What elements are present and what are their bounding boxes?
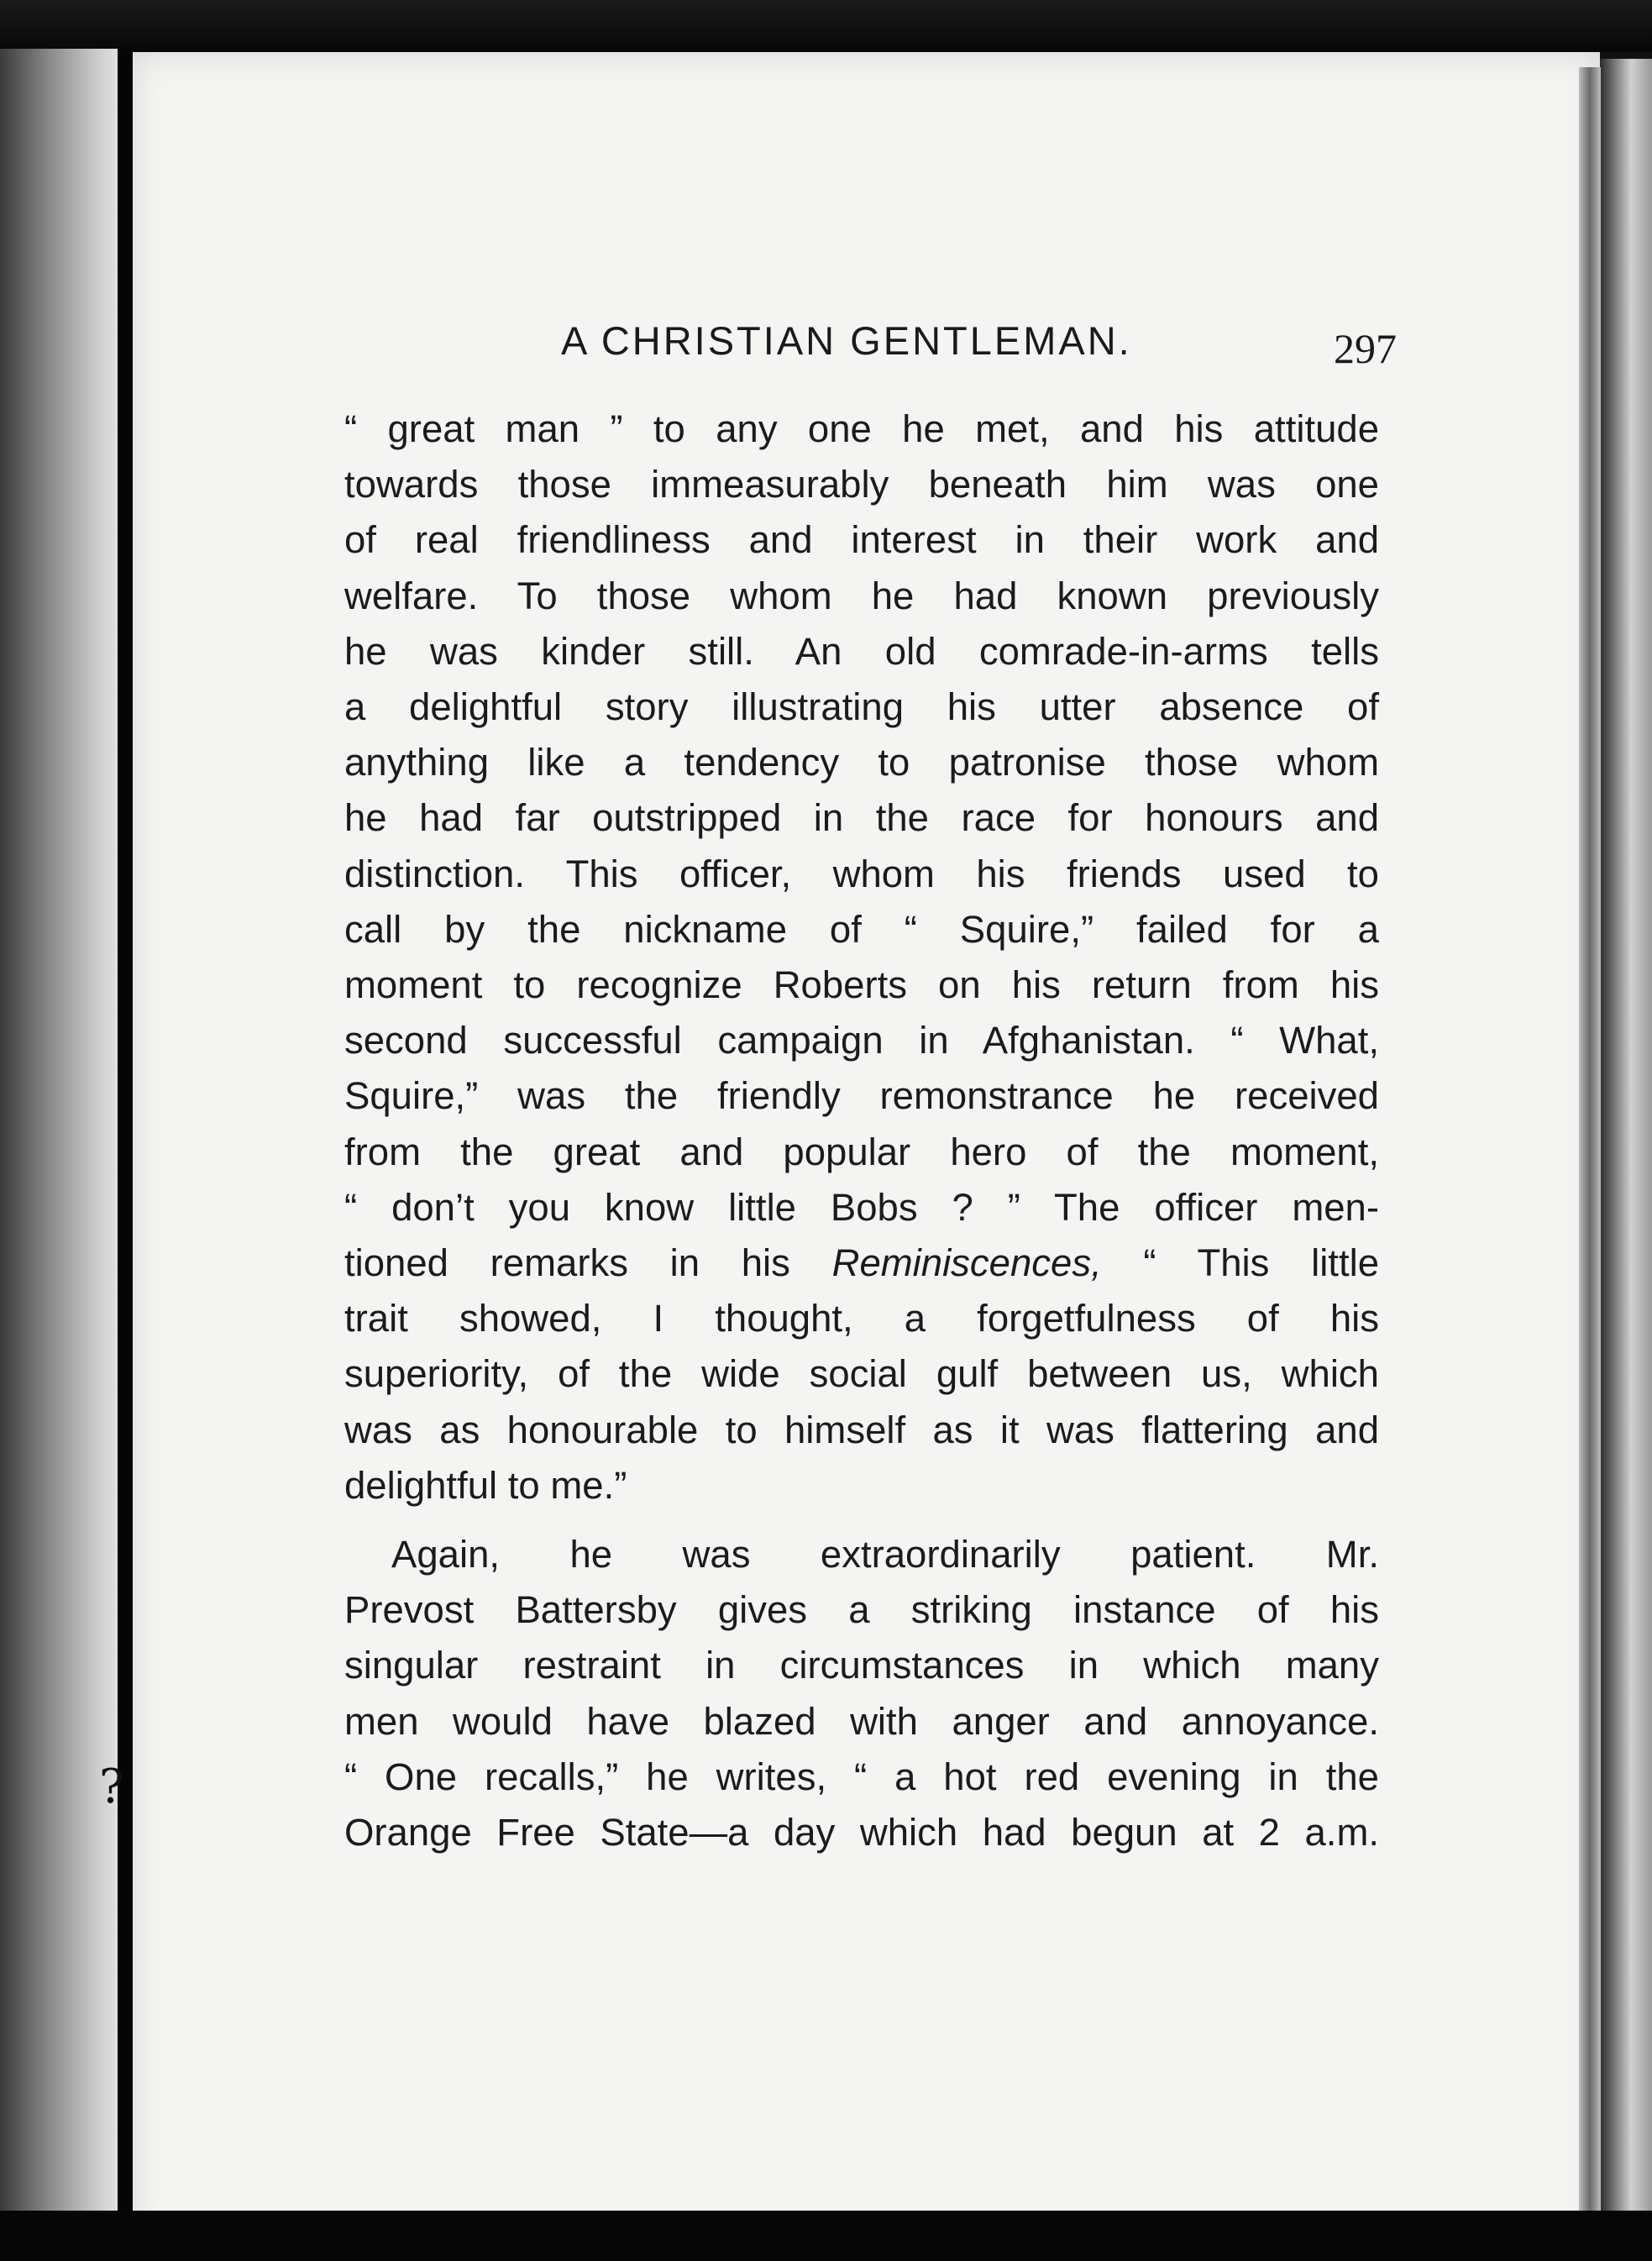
text-line: welfare. To those whom he had known previously — [344, 574, 1379, 617]
scan-bottom-border — [0, 2211, 1652, 2261]
page-header — [561, 317, 1397, 385]
text-line: anything like a tendency to patronise those whom — [344, 741, 1379, 784]
left-facing-page-edge — [0, 49, 124, 2249]
text-line: of real friendliness and interest in their work and — [344, 518, 1379, 562]
text-line: he had far outstripped in the race for honours and — [344, 796, 1379, 840]
text-line: distinction. This officer, whom his friends used to — [344, 852, 1379, 895]
text-line: “ One recalls,” he writes, “ a hot red evening in the — [344, 1755, 1379, 1798]
text-line: Prevost Battersby gives a striking instance of his — [344, 1588, 1379, 1632]
text-line: Squire,” was the friendly remonstrance he received — [344, 1074, 1379, 1118]
text-line: second successful campaign in Afghanistan. “ What, — [344, 1019, 1379, 1062]
book-title-reminiscences: Reminiscences, — [831, 1241, 1102, 1285]
text-line: was as honourable to himself as it was flattering and — [344, 1408, 1379, 1451]
right-page-edges — [1600, 59, 1652, 2243]
text-line: Orange Free State—a day which had begun at 2 a.m. — [344, 1811, 1379, 1854]
text-line: men would have blazed with anger and annoyance. — [344, 1699, 1379, 1743]
text-line: from the great and popular hero of the moment, — [344, 1130, 1379, 1173]
paragraph-gap — [344, 1513, 1379, 1527]
text-run: “ This little — [1101, 1241, 1379, 1285]
text-line: he was kinder still. An old comrade-in-arms tells — [344, 629, 1379, 673]
text-line: call by the nickname of “ Squire,” failed for a — [344, 907, 1379, 951]
running-head: A CHRISTIAN GENTLEMAN. — [561, 318, 1132, 363]
text-run: tioned remarks in his — [344, 1241, 832, 1285]
text-line: trait showed, I thought, a forgetfulness of his — [344, 1297, 1379, 1340]
text-line: moment to recognize Roberts on his return from his — [344, 963, 1379, 1007]
body-text — [344, 401, 1379, 1860]
margin-mark: ? — [99, 1760, 125, 1814]
text-line: towards those immeasurably beneath him was one — [344, 463, 1379, 506]
text-line: “ don’t you know little Bobs ? ” The officer men- — [344, 1185, 1379, 1229]
page-number: 297 — [1334, 325, 1397, 372]
text-line: Again, he was extraordinarily patient. Mr. — [391, 1533, 1379, 1576]
text-line: delightful to me.” — [344, 1463, 627, 1507]
text-line: superiority, of the wide social gulf between us, which — [344, 1352, 1379, 1396]
text-line-with-title — [344, 1235, 1379, 1291]
page-right-shadow — [1579, 67, 1601, 2234]
text-line: “ great man ” to any one he met, and his attitude — [344, 407, 1379, 450]
scan-top-border — [0, 0, 1652, 52]
text-line: singular restraint in circumstances in which many — [344, 1644, 1379, 1687]
text-line: a delightful story illustrating his utter absence of — [344, 685, 1379, 729]
book-gutter — [118, 49, 133, 2249]
